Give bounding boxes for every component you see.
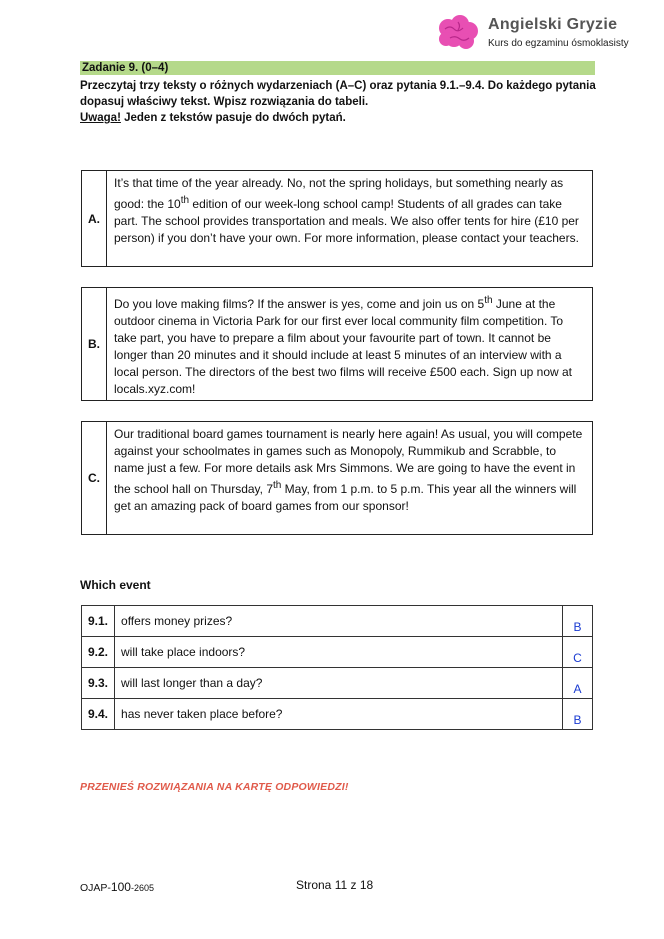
answer-cell[interactable]: C xyxy=(563,637,593,668)
logo-subtitle: Kurs do egzaminu ósmoklasisty xyxy=(488,38,629,49)
question-text: will last longer than a day? xyxy=(115,668,563,699)
text-part: June at the outdoor cinema in Victoria Park for our first ever local community film competition. To take part, you have to prepare a film about your favourite part of town. It cannot be longer than 20 minutes and it should include at least 5 minutes of an interview with a local person. The directors of the best two films will receive £500 each. Sign up now at locals.xyz.com! xyxy=(114,297,573,396)
question-text: will take place indoors? xyxy=(115,637,563,668)
table-row xyxy=(82,699,593,730)
page-number: Strona 11 z 18 xyxy=(296,878,374,892)
code-part: -2605 xyxy=(130,883,154,893)
text-body xyxy=(107,171,592,266)
note-text: Jeden z tekstów pasuje do dwóch pytań. xyxy=(120,112,346,124)
question-text: offers money prizes? xyxy=(115,606,563,637)
text-body xyxy=(107,288,592,400)
note-label: Uwaga! xyxy=(80,112,121,124)
answer-cell[interactable]: B xyxy=(563,606,593,637)
text-part: It’s that time of the year already. No, not the spring holidays, but something nearly as good: the 10 xyxy=(114,176,564,211)
text-letter: C. xyxy=(82,422,107,534)
answer-cell[interactable]: B xyxy=(563,699,593,730)
code-part: OJAP- xyxy=(80,882,111,894)
text-part: May, from 1 p.m. to 5 p.m. This year all the winners will get an amazing pack of board games from our sponsor! xyxy=(114,482,577,513)
brand-logo xyxy=(436,14,656,54)
brain-icon xyxy=(436,14,480,54)
superscript: th xyxy=(180,195,190,206)
table-row xyxy=(82,637,593,668)
question-number: 9.1. xyxy=(82,606,115,637)
task-instructions xyxy=(80,78,600,126)
text-part: Our traditional board games tournament is nearly here again! As usual, you will compete against your schoolmates in games such as Monopoly, Rummikub and Scrabble, to name just a few. For more details ask Mrs Simmons. We are going to have the event in the school hall on Thursday, 7 xyxy=(114,427,583,496)
exam-code xyxy=(80,880,154,894)
table-row xyxy=(82,668,593,699)
text-letter: B. xyxy=(82,288,107,400)
table-row xyxy=(82,606,593,637)
task-heading: Zadanie 9. (0–4) xyxy=(80,61,595,75)
question-number: 9.4. xyxy=(82,699,115,730)
text-part: edition of our week-long school camp! Students of all grades can take part. The school provides transportation and meals. We also offer tents for hire (£10 per person) if you don’t have your own. For more information, please contact your teachers. xyxy=(114,197,579,245)
text-box-b xyxy=(81,287,593,401)
text-part: Do you love making films? If the answer is yes, come and join us on 5 xyxy=(114,297,485,311)
superscript: th xyxy=(273,480,282,491)
questions-table xyxy=(81,605,593,730)
answer-cell[interactable]: A xyxy=(563,668,593,699)
superscript: th xyxy=(484,295,493,306)
question-text: has never taken place before? xyxy=(115,699,563,730)
logo-title: Angielski Gryzie xyxy=(488,16,618,33)
text-box-c xyxy=(81,421,593,535)
questions-heading: Which event xyxy=(80,578,151,592)
text-body xyxy=(107,422,592,534)
transfer-note: PRZENIEŚ ROZWIĄZANIA NA KARTĘ ODPOWIEDZI! xyxy=(80,781,349,793)
question-number: 9.2. xyxy=(82,637,115,668)
text-box-a xyxy=(81,170,593,267)
text-letter: A. xyxy=(82,171,107,266)
code-part: 100 xyxy=(110,880,131,894)
instruction-text: Przeczytaj trzy teksty o różnych wydarzeniach (A–C) oraz pytania 9.1.–9.4. Do każdego pytania dopasuj właściwy tekst. Wpisz rozwiązania do tabeli. xyxy=(80,80,596,108)
question-number: 9.3. xyxy=(82,668,115,699)
